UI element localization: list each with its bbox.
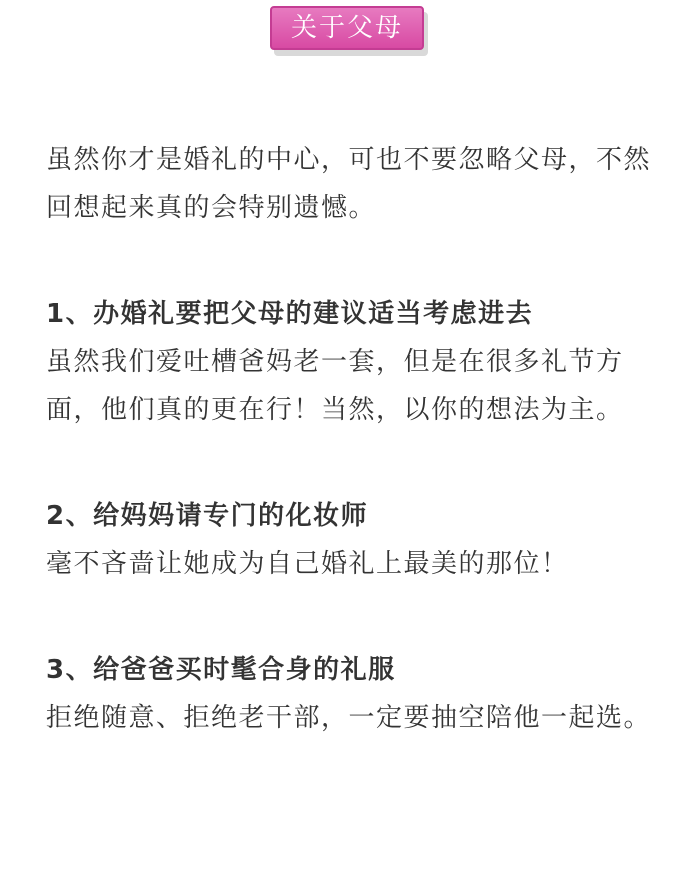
tip-heading: 3、给爸爸买时髦合身的礼服	[46, 655, 396, 685]
tip-heading: 2、给妈妈请专门的化妆师	[46, 501, 369, 531]
intro-section	[46, 136, 656, 232]
badge-box	[270, 6, 424, 50]
tip-body: 虽然我们爱吐槽爸妈老一套，但是在很多礼节方面，他们真的更在行！当然，以你的想法为主。	[46, 347, 624, 425]
article-content	[46, 136, 656, 742]
tip-heading: 1、办婚礼要把父母的建议适当考虑进去	[46, 299, 534, 329]
section-title-badge	[270, 6, 430, 56]
tip-section-3	[46, 646, 656, 742]
page-title: 关于父母	[290, 13, 403, 43]
tip-section-1	[46, 290, 656, 434]
tip-body: 拒绝随意、拒绝老干部，一定要抽空陪他一起选。	[46, 703, 652, 733]
tip-body: 毫不吝啬让她成为自己婚礼上最美的那位！	[46, 549, 569, 579]
intro-paragraph: 虽然你才是婚礼的中心，可也不要忽略父母，不然回想起来真的会特别遗憾。	[46, 145, 652, 223]
tip-section-2	[46, 492, 656, 588]
